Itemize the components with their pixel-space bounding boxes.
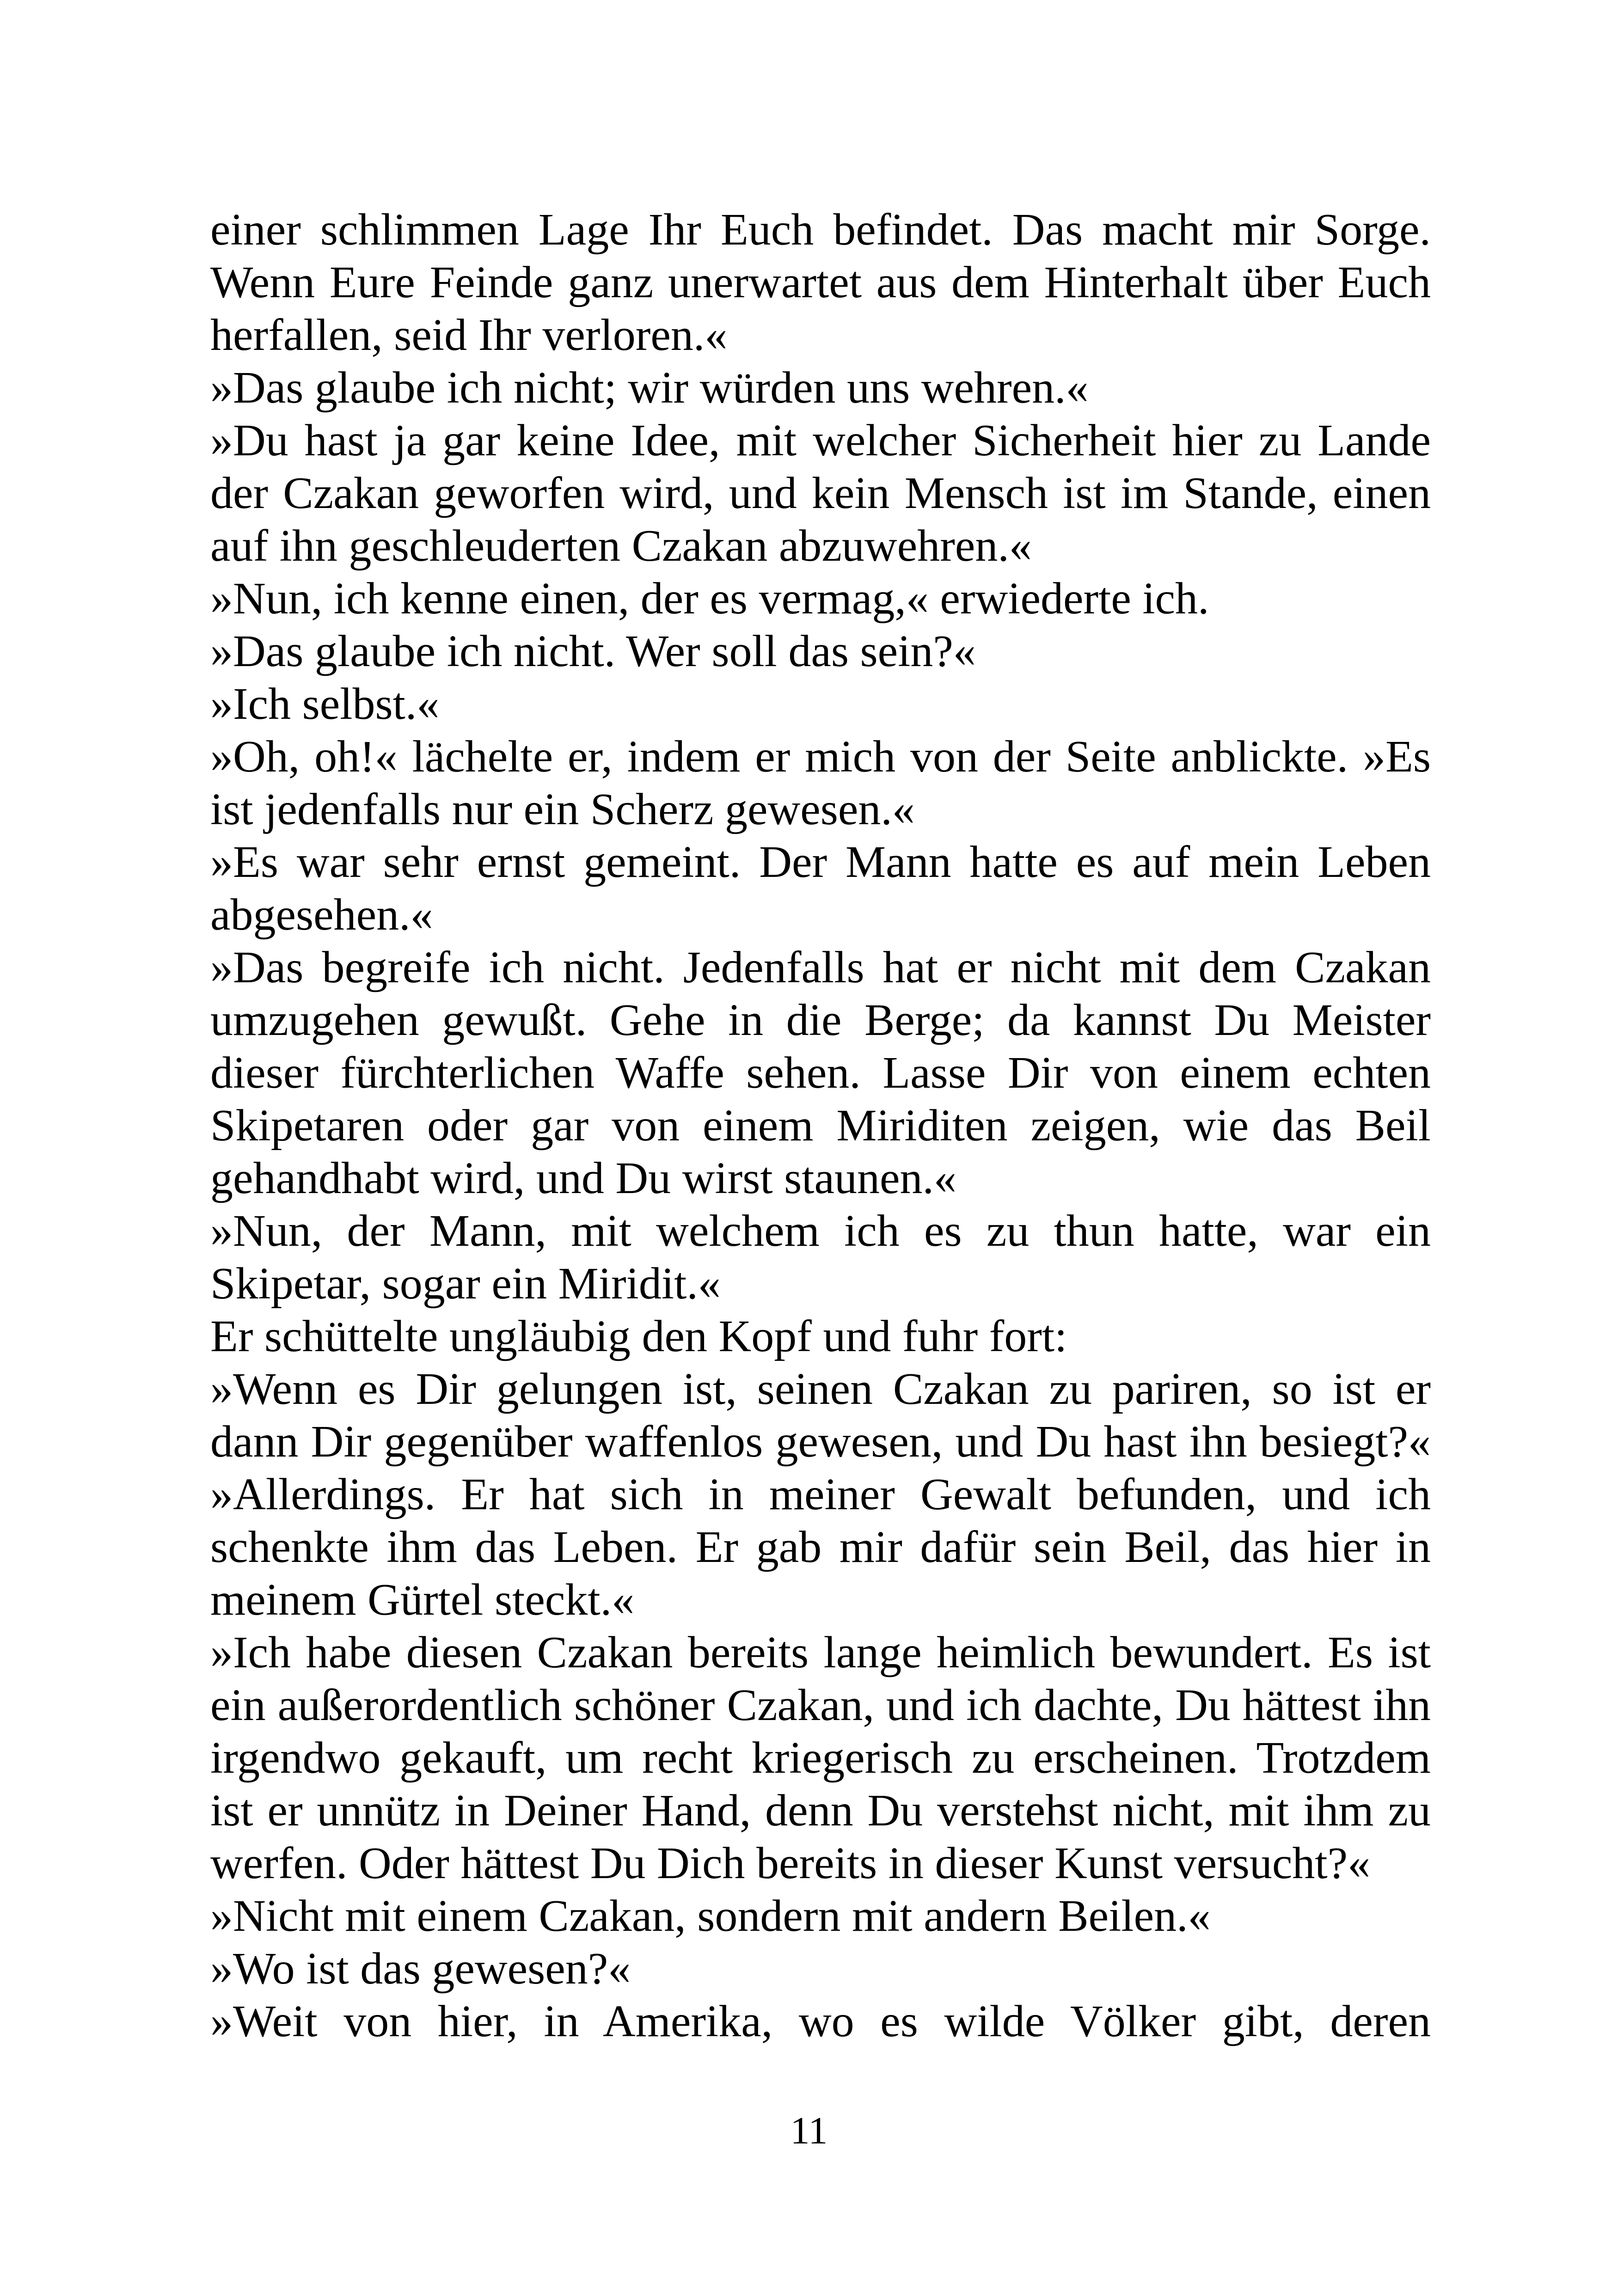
text-line: auf ihn geschleuderten Czakan abzuwehren.« bbox=[210, 521, 1032, 571]
text-line: dann Dir gegenüber waffenlos gewesen, und Du hast ihn besiegt?« bbox=[210, 1417, 1431, 1467]
text-line: »Allerdings. Er hat sich in meiner Gewalt befunden, und ich bbox=[210, 1469, 1431, 1519]
text-line: irgendwo gekauft, um recht kriegerisch zu erscheinen. Trotzdem bbox=[210, 1733, 1431, 1783]
text-line: einer schlimmen Lage Ihr Euch befindet. Das macht mir Sorge. bbox=[210, 205, 1431, 255]
text-line: »Es war sehr ernst gemeint. Der Mann hatte es auf mein Leben bbox=[210, 837, 1431, 887]
text-line: »Nun, ich kenne einen, der es vermag,« erwiederte ich. bbox=[210, 574, 1209, 624]
text-line: meinem Gürtel steckt.« bbox=[210, 1575, 635, 1625]
text-line: dieser fürchterlichen Waffe sehen. Lasse Dir von einem echten bbox=[210, 1048, 1431, 1098]
text-line: »Ich selbst.« bbox=[210, 679, 440, 729]
text-line: »Du hast ja gar keine Idee, mit welcher Sicherheit hier zu Lande bbox=[210, 416, 1431, 465]
page-number: 11 bbox=[790, 2109, 828, 2152]
text-line: »Das begreife ich nicht. Jedenfalls hat er nicht mit dem Czakan bbox=[210, 943, 1431, 992]
text-line: schenkte ihm das Leben. Er gab mir dafür sein Beil, das hier in bbox=[210, 1522, 1431, 1572]
text-line: »Wo ist das gewesen?« bbox=[210, 1944, 631, 1994]
text-line: »Ich habe diesen Czakan bereits lange heimlich bewundert. Es ist bbox=[210, 1628, 1431, 1678]
text-line: werfen. Oder hättest Du Dich bereits in dieser Kunst versucht?« bbox=[210, 1838, 1371, 1888]
text-line: herfallen, seid Ihr verloren.« bbox=[210, 310, 728, 360]
text-line: »Nicht mit einem Czakan, sondern mit andern Beilen.« bbox=[210, 1891, 1211, 1941]
text-line: ein außerordentlich schöner Czakan, und ich dachte, Du hättest ihn bbox=[210, 1680, 1431, 1730]
text-line: ist er unnütz in Deiner Hand, denn Du verstehst nicht, mit ihm zu bbox=[210, 1786, 1431, 1836]
text-line: »Nun, der Mann, mit welchem ich es zu thun hatte, war ein bbox=[210, 1206, 1431, 1256]
text-line: Skipetar, sogar ein Miridit.« bbox=[210, 1259, 721, 1309]
text-line: der Czakan geworfen wird, und kein Mensch ist im Stande, einen bbox=[210, 468, 1431, 518]
text-line: »Das glaube ich nicht; wir würden uns wehren.« bbox=[210, 363, 1089, 413]
text-line: umzugehen gewußt. Gehe in die Berge; da kannst Du Meister bbox=[210, 995, 1431, 1045]
text-line: abgesehen.« bbox=[210, 890, 433, 940]
text-line: »Weit von hier, in Amerika, wo es wilde Völker gibt, deren bbox=[210, 1996, 1431, 2046]
text-line: »Das glaube ich nicht. Wer soll das sein?« bbox=[210, 626, 976, 676]
body-text bbox=[210, 203, 1431, 2048]
text-line: gehandhabt wird, und Du wirst staunen.« bbox=[210, 1153, 956, 1203]
text-line: Wenn Eure Feinde ganz unerwartet aus dem Hinterhalt über Euch bbox=[210, 257, 1431, 307]
text-line: »Wenn es Dir gelungen ist, seinen Czakan zu pariren, so ist er bbox=[210, 1364, 1431, 1414]
text-line: Skipetaren oder gar von einem Miriditen zeigen, wie das Beil bbox=[210, 1101, 1431, 1151]
text-line: ist jedenfalls nur ein Scherz gewesen.« bbox=[210, 784, 915, 834]
text-line: »Oh, oh!« lächelte er, indem er mich von der Seite anblickte. »Es bbox=[210, 732, 1431, 782]
text-line: Er schüttelte ungläubig den Kopf und fuhr fort: bbox=[210, 1311, 1067, 1361]
